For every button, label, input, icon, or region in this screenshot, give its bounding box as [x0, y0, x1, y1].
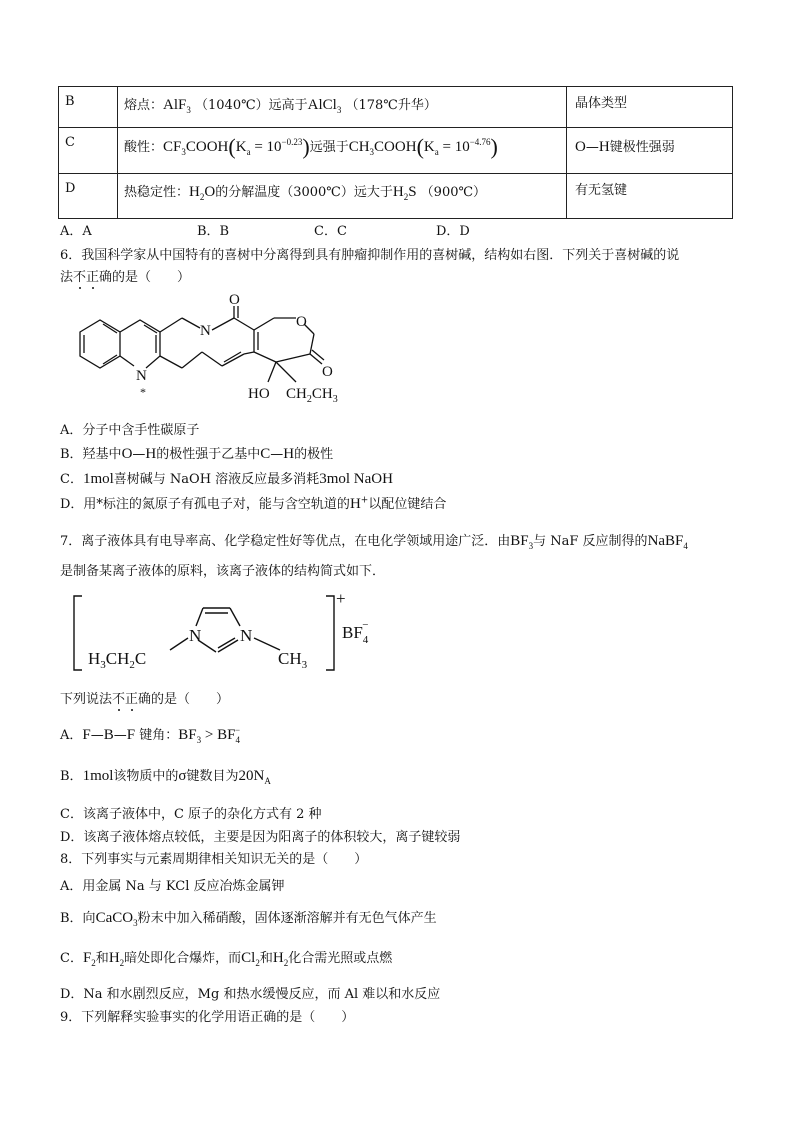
desc-condition: 的分解温度（3000℃）远大于	[215, 185, 393, 200]
reason-text: 键极性强弱	[609, 140, 675, 155]
star-mark: *	[140, 385, 146, 399]
atom-o-carbonyl: O	[229, 292, 240, 308]
paren-close: )	[302, 134, 310, 159]
atom-o-lactone: O	[322, 364, 333, 380]
q7-option-c[interactable]: C．该离子液体中，C 原子的杂化方式有 2 种	[60, 807, 322, 822]
row-letter: D	[59, 174, 118, 219]
ethyl-label: $CH_2CH_3$	[286, 386, 338, 405]
q8-option-a[interactable]: A．用金属 Na 与 KCl 反应冶炼金属钾	[60, 879, 285, 894]
q8-option-d[interactable]: D．Na 和水剧烈反应，Mg 和热水缓慢反应，而 Al 难以和水反应	[60, 987, 441, 1002]
row-description	[118, 87, 567, 128]
row-description	[118, 128, 567, 174]
table-row	[59, 87, 733, 128]
q5-choice-d[interactable]: D．D	[436, 224, 470, 239]
q6-option-b[interactable]: B．羟基中O—H的极性强于乙基中C—H的极性	[60, 446, 334, 462]
formula-alf3: AlF$_3$	[163, 97, 191, 115]
q6-stem-line1: 6．我国科学家从中国特有的喜树中分离得到具有肿瘤抑制作用的喜树碱，结构如右图．下列关于喜树碱的说	[60, 248, 680, 263]
table-row	[59, 174, 733, 219]
formula-alcl3: AlCl$_3$	[307, 97, 342, 115]
q8-option-c[interactable]: C．$F_2$和$H_2$暗处即化合爆炸，而$Cl_2$和$H_2$化合需光照或点燃	[60, 950, 393, 968]
camptothecin-structure	[70, 290, 370, 415]
row-reason	[567, 128, 733, 174]
q8-option-b[interactable]: B．向CaCO$_3$粉末中加入稀硝酸，固体逐渐溶解并有无色气体产生	[60, 910, 437, 928]
q5-choice-b[interactable]: B．B	[197, 224, 230, 239]
desc-prefix: 熔点：	[124, 98, 164, 113]
q7-stem-line2: 是制备某离子液体的原料，该离子液体的结构简式如下．	[60, 564, 386, 579]
q7-lead: 下列说法不正确的是（ ）	[60, 692, 230, 707]
q7-stem-line1: 7．离子液体具有电导率高、化学稳定性好等优点，在电化学领域用途广泛．由$BF_3$与 NaF 反应制得的NaBF$_4$	[60, 533, 688, 551]
methyl-group: $CH_3$	[278, 649, 308, 671]
atom-n-ring: N	[200, 323, 211, 339]
atom-h: H	[598, 139, 610, 155]
desc-condition: （178℃升华）	[345, 98, 437, 113]
q5-choice-c[interactable]: C．C	[314, 224, 347, 239]
paren-close: )	[490, 134, 498, 159]
formula-ch3cooh: $CH_3COOH$	[348, 139, 417, 157]
atom-n3: N	[240, 626, 253, 645]
q5-choice-a[interactable]: A．A	[60, 224, 92, 239]
row-reason: 有无氢键	[567, 174, 733, 219]
atom-o-ring: O	[296, 314, 307, 330]
q6-stem-line2: 法不正确的是（ ）	[60, 270, 191, 285]
formula-h2o: $H_2O$	[189, 184, 216, 202]
q6-option-c[interactable]: C．1mol喜树碱与 NaOH 溶液反应最多消耗3mol NaOH	[60, 471, 393, 487]
desc-condition: 远强于	[309, 140, 349, 155]
atom-n-star: N	[136, 368, 147, 384]
q8-stem: 8．下列事实与元素周期律相关知识无关的是（ ）	[60, 852, 368, 867]
atom-n1: N	[189, 626, 202, 645]
q7-option-b[interactable]: B．1mol该物质中的σ键数目为$20N_A$	[60, 768, 271, 786]
table-row	[59, 128, 733, 174]
desc-condition: （1040℃）远高于	[195, 98, 308, 113]
formula-h2s: $H_2S$	[392, 184, 417, 202]
row-letter: C	[59, 128, 118, 174]
paren-open: (	[416, 134, 424, 159]
bond-dash: —	[585, 140, 599, 155]
anion-bf4: $BF_4-$	[342, 619, 369, 646]
options-table	[58, 86, 733, 219]
paren-open: (	[228, 134, 236, 159]
ka-value-2: $K_a = 10^{-4.76}$	[423, 137, 491, 157]
row-description	[118, 174, 567, 219]
row-letter: B	[59, 87, 118, 128]
ionic-liquid-structure	[70, 588, 400, 676]
desc-prefix: 热稳定性：	[124, 185, 190, 200]
formula-cf3cooh: $CF_3COOH$	[163, 139, 229, 157]
ethyl-group: $H_3CH_2C$	[88, 649, 147, 671]
desc-condition: （900℃）	[420, 185, 487, 200]
q7-option-a[interactable]: A．F—B—F 键角：$BF_3 > BF_4^-$	[60, 725, 241, 745]
desc-prefix: 酸性：	[124, 140, 164, 155]
ka-value-1: $K_a = 10^{-0.23}$	[235, 137, 303, 157]
row-reason: 晶体类型	[567, 87, 733, 128]
q6-option-a[interactable]: A．分子中含手性碳原子	[60, 423, 200, 438]
hydroxyl-label: HO	[248, 386, 270, 402]
q7-option-d[interactable]: D．该离子液体熔点较低，主要是因为阳离子的体积较大，离子键较弱	[60, 830, 461, 845]
q6-option-d[interactable]: D．用*标注的氮原子有孤电子对，能与含空轨道的H+以配位键结合	[60, 495, 447, 512]
q9-stem: 9．下列解释实验事实的化学用语正确的是（ ）	[60, 1010, 355, 1025]
atom-o: O	[575, 139, 586, 155]
cation-charge: +	[336, 589, 346, 608]
